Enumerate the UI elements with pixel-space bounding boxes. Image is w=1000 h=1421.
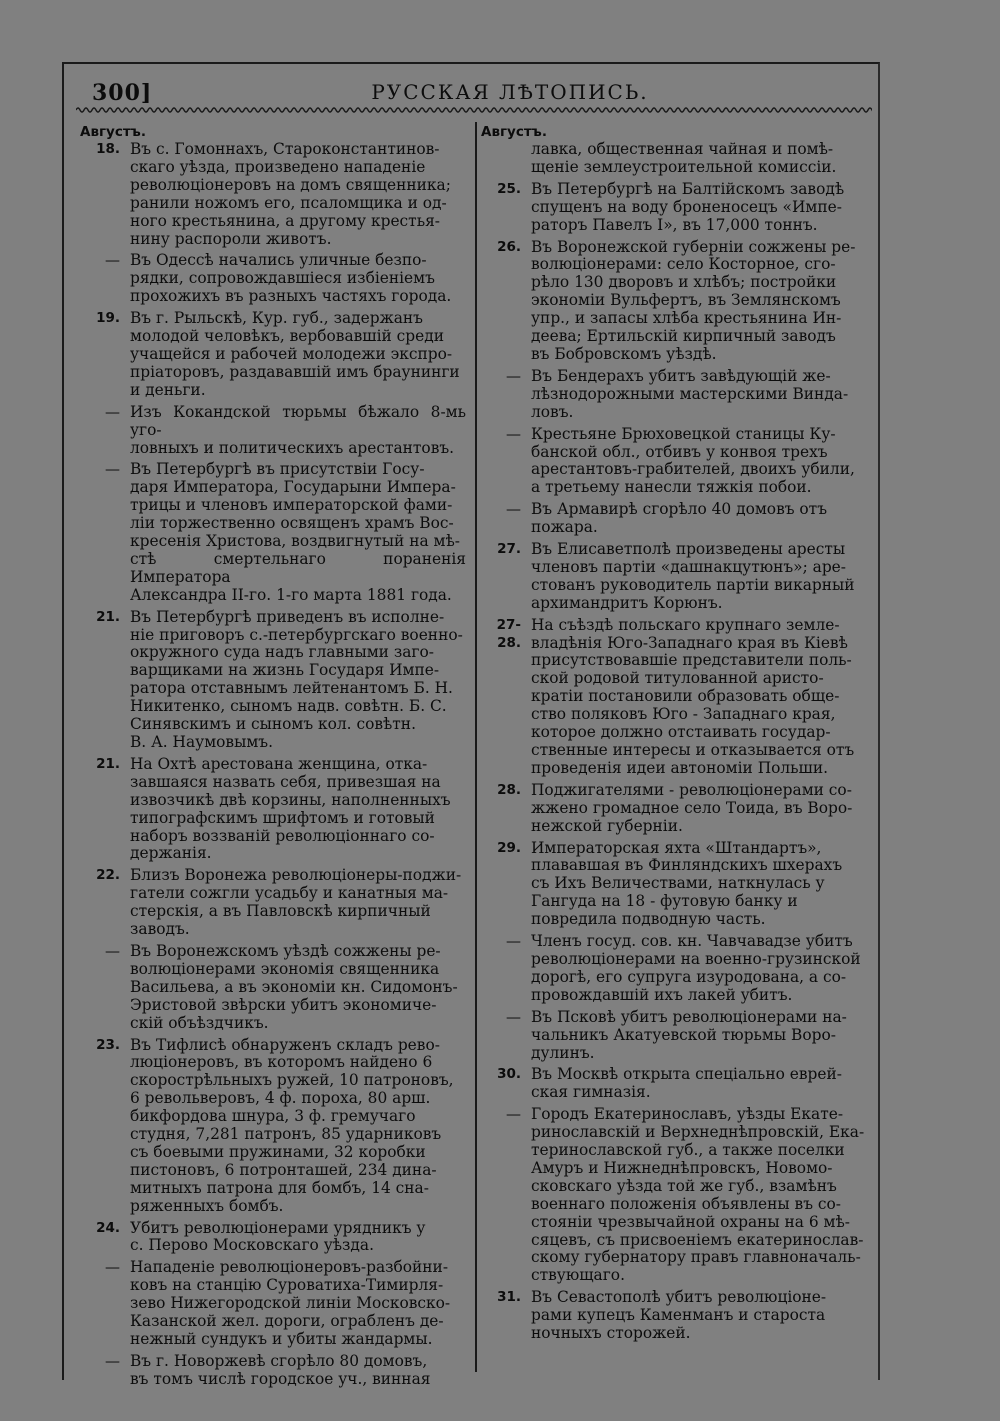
chronicle-entry xyxy=(481,426,873,498)
month-header: Августъ. xyxy=(80,124,146,140)
entry-text: На Охтѣ арестована женщина, отка- завшаяся назвать себя, привезшая на извозчикѣ двѣ корзины, наполненныхъ типографскимъ шрифтомъ и готовый наборъ воззваній революціоннаго со- держанія. xyxy=(130,754,451,863)
entry-text: Въ Елисаветполѣ произведены аресты членовъ партіи «дашнакцутюнъ»; аре- стованъ руководитель партіи викарный архимандритъ Корюнъ. xyxy=(531,540,855,612)
entry-text: Въ Псковѣ убитъ революціонерами на- чальникъ Акатуевской тюрьмы Воро- дулинъ. xyxy=(531,1007,847,1062)
entry-date: — xyxy=(105,402,120,421)
left-column xyxy=(80,124,466,1393)
chronicle-entry xyxy=(80,461,466,604)
entry-text: Нападеніе революціонеровъ-разбойни- ковъ на станцію Суроватиха-Тимирля- зево Нижегородской линіи Московско- Казанской жел. дороги, ограбленъ де- нежный сундукъ и убиты жандармы. xyxy=(130,1258,451,1348)
chronicle-entry xyxy=(481,141,873,177)
chronicle-entry xyxy=(481,1289,873,1343)
chronicle-entry xyxy=(481,541,873,613)
entry-text: На съѣздѣ польскаго крупнаго земле- владѣнія Юго-Западнаго края въ Кіевѣ присутствовавшіе представители поль- ской родовой титулованной аристо- кратіи постановили образовать обще- ство поляковъ Юго - Западнаго края, которое должно отстаивать государ- ственные интересы и отказывается отъ проведенія идеи автономіи Польши. xyxy=(531,615,855,777)
entry-date: 28. xyxy=(497,781,521,798)
entry-text: Въ Бендерахъ убитъ завѣдующій же- лѣзнодорожными мастерскими Винда- ловъ. xyxy=(531,366,849,421)
entry-text: Близъ Воронежа революціонеры-поджи- гатели сожгли усадьбу и канатныя ма- стерскія, а въ Павловскѣ кирпичный заводъ. xyxy=(130,866,462,939)
entry-text: Изъ Кокандской тюрьмы бѣжало 8-мь уго- ловныхъ и политическихъ арестантовъ. xyxy=(130,402,466,457)
entry-date: 23. xyxy=(96,1036,120,1053)
chronicle-entry xyxy=(481,181,873,235)
chronicle-entry xyxy=(481,933,873,1005)
entry-date: 18. xyxy=(96,141,120,157)
chronicle-entry xyxy=(80,756,466,863)
entry-text: Въ Севастополѣ убитъ революціоне- рами купецъ Каменманъ и староста ночныхъ сторожей. xyxy=(531,1288,827,1343)
chronicle-entry xyxy=(481,239,873,364)
chronicle-entry xyxy=(80,943,466,1033)
right-column xyxy=(481,124,873,1347)
chronicle-entry xyxy=(80,1259,466,1349)
chronicle-entry xyxy=(481,617,873,778)
entry-date: 24. xyxy=(96,1219,120,1236)
chronicle-entry xyxy=(80,310,466,400)
entry-date: 22. xyxy=(96,867,120,884)
entry-date: — xyxy=(506,424,521,443)
running-title: РУССКАЯ ЛѢТОПИСЬ. xyxy=(371,80,649,104)
chronicle-entry xyxy=(481,501,873,537)
entry-text: Крестьяне Брюховецкой станицы Ку- банской обл., отбивъ у конвоя трехъ арестантовъ-грабителей, двоихъ убили, а третьему нанесли тяжкія побои. xyxy=(531,424,855,497)
entry-date: — xyxy=(506,1105,521,1124)
right-entries xyxy=(481,141,873,1343)
entry-text: Въ Воронежской губерніи сожжены ре- волюціонерами: село Косторное, сго- рѣло 130 дворовъ и хлѣбъ; постройки экономіи Вульфертъ, въ Землянскомъ упр., и запасы хлѣба крестьянина Ин- деева; Ертильскій кирпичный заводъ въ Бобровскомъ уѣздѣ. xyxy=(531,237,856,363)
entry-text: Въ Армавирѣ сгорѣло 40 домовъ отъ пожара. xyxy=(531,500,827,537)
chronicle-entry xyxy=(481,1066,873,1102)
entry-date: 21. xyxy=(96,608,120,625)
entry-date: 19. xyxy=(96,310,120,327)
entry-date: 29. xyxy=(497,839,521,856)
chronicle-entry xyxy=(80,141,466,248)
entry-text: лавка, общественная чайная и помѣ- щеніе землеустроительной комиссіи. xyxy=(531,140,837,176)
entry-date: — xyxy=(105,1351,120,1370)
chronicle-entry xyxy=(80,1353,466,1389)
entry-text: Въ г. Новоржевѣ сгорѣло 80 домовъ, въ томъ числѣ городское уч., винная xyxy=(130,1351,431,1388)
month-header: Августъ. xyxy=(481,124,547,140)
entry-text: Въ Петербургѣ въ присутствіи Госу- даря Императора, Государыни Импера- трицы и членовъ императорской фами- ліи торжественно освященъ храмъ Вос- кресенія Христова, воздвигнутый на мѣ- стѣ смертельнаго пораненія Императора Александра II-го. 1-го марта 1881 года. xyxy=(130,460,466,604)
entry-date: — xyxy=(506,366,521,385)
chronicle-entry xyxy=(481,782,873,836)
chronicle-entry xyxy=(481,368,873,422)
chronicle-entry xyxy=(80,404,466,458)
entry-text: Въ Воронежскомъ уѣздѣ сожжены ре- волюціонерами экономія священника Васильева, а въ экономіи кн. Сидомонъ- Эристовой звѣрски убитъ экономиче- скій объѣздчикъ. xyxy=(130,941,458,1032)
page-number: 300] xyxy=(92,80,153,106)
entry-text: Въ г. Рыльскѣ, Кур. губ., задержанъ молодой человѣкъ, вербовавшій среди учащейся и рабочей молодежи экспро- пріаторовъ, раздававшій имъ браунинги и деньги. xyxy=(130,309,460,399)
entry-text: Въ с. Гомоннахъ, Староконстантинов- скаго уѣзда, произведено нападеніе революціонеровъ на домъ священника; ранили ножомъ его, псаломщика и од- ного крестьянина, а другому крестья- нину распороли животъ. xyxy=(130,140,451,248)
entry-text: Убитъ революціонерами урядникъ у с. Перово Московскаго уѣзда. xyxy=(130,1218,426,1255)
entry-text: Въ Петербургѣ на Балтійскомъ заводѣ спущенъ на воду броненосецъ «Импе- раторъ Павелъ I», въ 17,000 тоннъ. xyxy=(531,179,845,234)
entry-date: — xyxy=(506,932,521,951)
entry-date: — xyxy=(105,251,120,270)
entry-text: Въ Тифлисѣ обнаруженъ складъ рево- люціонеровъ, въ которомъ найдено 6 скорострѣльныхъ ружей, 10 патроновъ, 6 револьверовъ, 4 ф. пороха, 80 арш. бикфордова шнура, 3 ф. гремучаго студня, 7,281 патронъ, 85 ударниковъ съ боевыми пружинами, 32 коробки пистоновъ, 6 потронташей, 234 дина- митныхъ патрона для бомбъ, 14 сна- ряженныхъ бомбъ. xyxy=(130,1035,454,1215)
entry-text: Городъ Екатеринославъ, уѣзды Екате- ринославскій и Верхнеднѣпровскій, Ека- теринославской губ., а также поселки Амуръ и Нижнеднѣпровскъ, Новомо- сковскаго уѣзда той же губ., взамѣнъ военнаго положенія объявлены въ со- стояніи чрезвычайной охраны на 6 мѣ- сяцевъ, съ присвоеніемъ екатеринослав- скому губернатору правъ главноначаль- ствующаго. xyxy=(531,1105,865,1285)
entry-text: Поджигателями - революціонерами со- жжено громадное село Тоида, въ Воро- нежской губерніи. xyxy=(531,780,853,835)
entry-date: — xyxy=(105,460,120,479)
entry-date: 27. xyxy=(497,541,521,558)
entry-date: — xyxy=(506,500,521,519)
entry-date: 26. xyxy=(497,238,521,255)
chronicle-entry xyxy=(80,867,466,939)
chronicle-entry xyxy=(481,1009,873,1063)
chronicle-entry xyxy=(80,252,466,306)
chronicle-entry xyxy=(80,1220,466,1256)
entry-text: Членъ госуд. сов. кн. Чавчавадзе убитъ революціонерами на военно-грузинской дорогѣ, его супруга изуродована, а со- провождавшій ихъ лакей убитъ. xyxy=(531,932,861,1004)
entry-date: 30. xyxy=(497,1066,521,1083)
chronicle-entry xyxy=(80,1037,466,1216)
chronicle-entry xyxy=(481,840,873,930)
wavy-rule-divider xyxy=(76,104,872,116)
entry-text: Императорская яхта «Штандартъ», плававшая въ Финляндскихъ шхерахъ съ Ихъ Величествами, наткнулась у Гангуда на 18 - футовую банку и повредила подводную часть. xyxy=(531,838,843,929)
entry-text: Въ Петербургѣ приведенъ въ исполне- ніе приговоръ с.-петербургскаго военно- окружного суда надъ главными заго- варщиками на жизнь Государя Импе- ратора отставнымъ лейтенантомъ Б. Н. Никитенко, сыномъ надв. совѣтн. Б. С. Синявскимъ и сыномъ кол. совѣтн. В. А. Наумовымъ. xyxy=(130,607,463,751)
entry-date: 31. xyxy=(497,1289,521,1306)
chronicle-entry xyxy=(80,609,466,752)
left-entries xyxy=(80,141,466,1389)
entry-date: 25. xyxy=(497,180,521,197)
column-divider xyxy=(475,122,477,1372)
entry-date: — xyxy=(105,941,120,960)
entry-date: 21. xyxy=(96,755,120,772)
entry-date: 27-28. xyxy=(496,616,521,651)
entry-text: Въ Одессѣ начались уличные безпо- рядки, сопровождавшіеся избіеніемъ прохожихъ въ разныхъ частяхъ города. xyxy=(130,251,452,306)
entry-date: — xyxy=(105,1258,120,1277)
entry-text: Въ Москвѣ открыта спеціально еврей- ская гимназія. xyxy=(531,1065,842,1102)
entry-date: — xyxy=(506,1007,521,1026)
chronicle-entry xyxy=(481,1106,873,1285)
